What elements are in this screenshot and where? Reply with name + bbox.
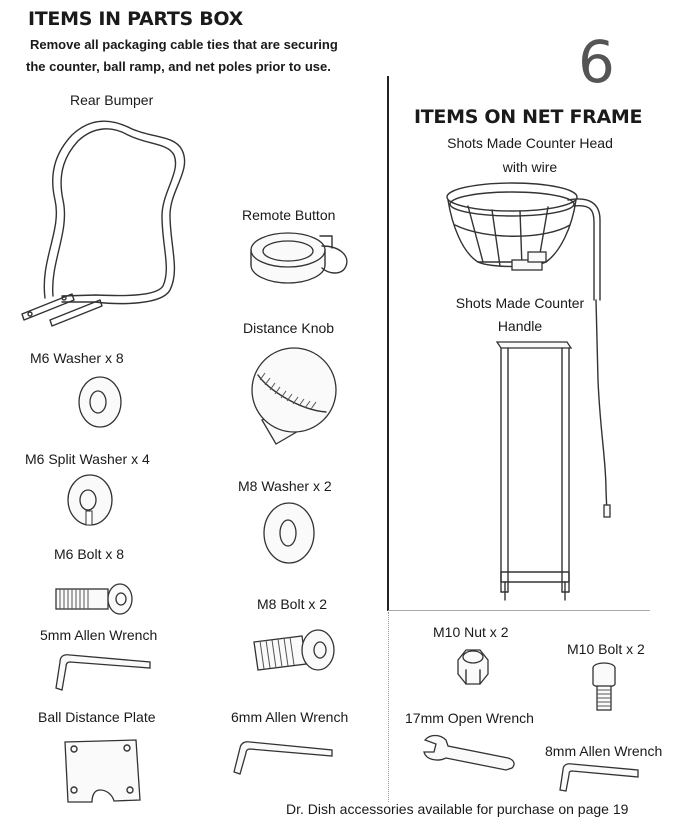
label-17mm-wrench: 17mm Open Wrench bbox=[405, 710, 534, 726]
instruction-line-1: Remove all packaging cable ties that are securing bbox=[30, 37, 338, 52]
label-counter-head-line1: Shots Made Counter Head bbox=[447, 135, 613, 151]
page-number: 6 bbox=[578, 28, 615, 96]
label-m6-washer: M6 Washer x 8 bbox=[30, 350, 124, 366]
label-6mm-allen: 6mm Allen Wrench bbox=[231, 709, 349, 725]
label-remote-button: Remote Button bbox=[242, 207, 336, 223]
label-counter-head-line2: with wire bbox=[502, 159, 558, 175]
label-ball-distance-plate: Ball Distance Plate bbox=[38, 709, 156, 725]
label-m6-split-washer: M6 Split Washer x 4 bbox=[25, 451, 150, 467]
label-counter-handle-line1: Shots Made Counter bbox=[455, 295, 585, 311]
label-distance-knob: Distance Knob bbox=[243, 320, 335, 336]
label-m8-bolt: M8 Bolt x 2 bbox=[257, 596, 328, 612]
label-m10-bolt: M10 Bolt x 2 bbox=[567, 641, 645, 657]
label-8mm-allen: 8mm Allen Wrench bbox=[545, 743, 663, 759]
net-frame-title: ITEMS ON NET FRAME bbox=[414, 106, 643, 128]
parts-box-title: ITEMS IN PARTS BOX bbox=[28, 8, 243, 30]
label-rear-bumper: Rear Bumper bbox=[70, 92, 154, 108]
label-m10-nut: M10 Nut x 2 bbox=[433, 624, 509, 640]
label-counter-handle-line2: Handle bbox=[497, 318, 543, 334]
instruction-line-2: the counter, ball ramp, and net poles prior to use. bbox=[26, 59, 331, 74]
label-m8-washer: M8 Washer x 2 bbox=[238, 478, 332, 494]
footer-note: Dr. Dish accessories available for purchase on page 19 bbox=[286, 801, 629, 817]
label-5mm-allen: 5mm Allen Wrench bbox=[40, 627, 158, 643]
label-m6-bolt: M6 Bolt x 8 bbox=[54, 546, 125, 562]
